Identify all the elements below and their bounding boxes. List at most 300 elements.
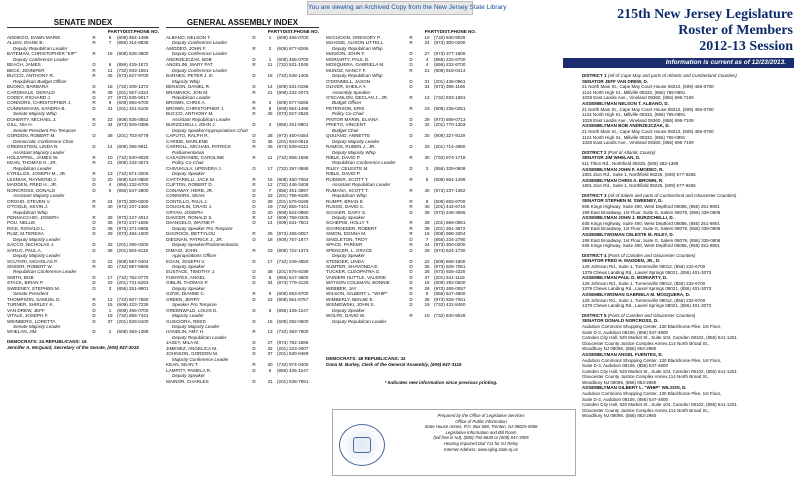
member-title: Senate Majority Leader [13,324,61,330]
member-name: RUDDER, SCOTT T. [326,176,369,182]
member-district: 22 [424,258,430,264]
legislator-name: ASSEMBLYMAN BOB ANDRZEJCZAK, D. [582,123,670,129]
member-phone: (732) 855-7441 [117,313,149,319]
member-phone: (973) 249-3665 [434,209,466,215]
member-district: 8 [268,105,272,111]
member-district: 4 [425,62,429,68]
member-phone: (973) 227-4012 [117,214,149,220]
member-district: 35 [107,220,113,226]
legislator-address: 1124 North High St., Millville 08332, (856) 765-0891 [582,134,686,140]
member-title: Deputy Conference Leader [13,56,69,62]
member-phone: (908) 722-1373 [277,247,309,253]
member-party: D [252,187,256,193]
member-title: Republican Leader [172,94,211,100]
member-title: Deputy Republican Leader [332,318,387,324]
title-line-1: 215th New Jersey Legislature [617,7,793,22]
member-name: BUCCO, ANTHONY M. [166,111,214,117]
legislator-name: ASSEMBLYWOMAN GABRIELA M. MOSQUERA, D. [582,291,691,297]
legislator-address: 935 Kings Highway, Suite 400, West Deptford 08086, (856) 251-9801 [582,243,720,249]
member-name: CIATTARELLI, JACK M. [166,176,216,182]
district-description: (Parts of Camden and Gloucester Counties) [607,312,696,318]
member-name: FUENTES, ANGEL [166,274,206,280]
member-party: R [252,247,256,253]
legislator-address: Gloucester County Justice Complex Annex,114 North Broad St., [582,407,710,413]
member-phone: (973) 395-1166 [434,84,466,90]
legislator-address: 511 Tilton Rd., Northfield 08225, (609) 383-1388 [582,160,679,166]
member-party: R [252,100,256,106]
assembly-footer [326,356,556,367]
member-phone: (201) 943-0615 [277,138,309,144]
member-phone: (908) 587-0404 [117,258,149,264]
member-party: D [409,165,413,171]
member-name: CONNORS, SEAN [166,193,205,199]
member-district: 31 [424,78,430,84]
member-name: CONAWAY, HERB, JR. [166,187,214,193]
member-district: 14 [107,144,113,150]
member-phone: (908) 757-1677 [277,236,309,242]
member-district: 5 [108,187,112,193]
member-phone: (201) 804-8118 [117,247,149,253]
member-party: D [92,274,96,280]
member-district: 35 [424,264,430,270]
member-district: 34 [267,280,273,286]
legislator-address: 1379 Chews Landing Rd., Laurel Springs 08021, (856) 401-3073 [582,269,712,275]
member-phone: (609) 323-7239 [117,302,149,308]
member-party: D [252,133,256,139]
member-party: R [92,100,96,106]
member-district: 9 [425,198,429,204]
member-name: BURZICHELLI, JOHN J. [166,122,216,128]
member-phone: (201) 576-9199 [277,269,309,275]
member-name: TURNER, SHIRLEY K. [7,302,54,308]
member-district: 3 [268,122,272,128]
member-district: 36 [424,209,430,215]
member-party: R [92,296,96,302]
member-party: D [92,231,96,237]
member-party: D [252,138,256,144]
member-name: SCHROEDER, ROBERT [326,225,377,231]
legislator-address: 1028 East Landis Ave., Vineland 08360, (856) 696-7109 [582,95,694,101]
member-title: Senate President [13,291,49,297]
member-name: DeANGELO, WAYNE P. [166,220,215,226]
member-title: Deputy Republican Whip [332,73,383,79]
member-title: Deputy Conference Leader [172,40,228,46]
member-district: 25 [267,111,273,117]
info-current-bar: Information is current as of 12/23/2013. [563,58,794,68]
member-name: EGAN, JOSEPH V. [166,258,206,264]
member-district: 7 [425,236,429,242]
member-phone: (856) 429-1572 [117,62,149,68]
member-party: D [252,367,256,373]
district-description: (Parts of Camden and Gloucester Counties) [607,252,696,258]
member-phone: (609) 383-1388 [117,329,149,335]
member-district: 13 [424,94,430,100]
member-party: R [92,214,96,220]
member-district: 36 [107,247,113,253]
member-phone: (973) 300-0200 [117,198,149,204]
member-district: 23 [424,105,430,111]
member-phone: (609) 465-0700 [117,307,149,313]
member-phone: (201) 721-5263 [117,280,149,286]
member-party: R [409,204,413,210]
member-phone: (908) 561-5757 [277,296,309,302]
member-title: Deputy Speaker [332,253,365,259]
member-district: 39 [424,220,430,226]
member-phone: (908) 232-3673 [117,160,149,166]
member-party: D [409,122,413,128]
member-party: D [409,274,413,280]
member-row [7,329,159,334]
member-name: GILL, NIA H. [7,122,33,128]
member-phone: (732) 531-1045 [277,62,309,68]
member-district: 9 [108,100,112,106]
member-district: 4 [425,56,429,62]
member-district: 20 [267,209,273,215]
member-name: BROWN, CHRIS A. [166,100,206,106]
member-phone: (609) 654-1498 [117,35,149,40]
member-district: 16 [107,51,113,57]
member-district: 12 [267,182,273,188]
member-phone: (856) 435-1247 [277,367,309,373]
legislator-address: 21 North Main St., Cape May Court House 08210, (609) 465-0700 [582,84,714,90]
member-party: D [252,193,256,199]
member-party: R [252,176,256,182]
member-district: 21 [107,160,113,166]
member-district: 23 [267,247,273,253]
member-name: DANCER, RONALD S. [166,214,213,220]
member-name: ALLEN, DIANE B. [7,40,44,46]
member-phone: (856) 547-4800 [434,291,466,297]
member-party: D [409,78,413,84]
member-phone: (973) 624-1730 [434,247,466,253]
member-party: R [409,242,413,248]
member-party: D [252,73,256,79]
member-district: 29 [107,231,113,237]
member-party: D [252,318,256,324]
member-party: D [409,280,413,286]
member-name: JASEY, MILA M. [166,340,200,346]
archive-banner[interactable]: You are viewing an Archived Copy from the New Jersey State Library [307,1,473,15]
legislator-address: 129 Johnson Rd., Suite 1, Turnersville 08012, (856) 232-6700 [582,280,706,286]
roster-title [563,7,793,55]
legislator-name: ASSEMBLYMAN NELSON T. ALBANO, D. [582,100,669,106]
member-title: Assistant Majority Leader [13,149,65,155]
member-title: Policy Co-Chair [172,160,204,166]
member-phone: (201) 770-1303 [434,122,466,128]
member-party: R [409,35,413,40]
assembly-index-continued [326,18,476,324]
member-district: 28 [424,269,430,275]
member-phone: (908) 968-3304 [434,231,466,237]
member-district: 10 [424,35,430,40]
member-party: D [92,313,96,319]
member-name: CLIFTON, ROBERT D. [166,182,213,188]
member-district: 34 [424,84,430,90]
member-district: 32 [107,242,113,248]
member-district: 9 [268,291,272,297]
legislator-address: Audubon Commons Shopping Center, 130 Blackhorse Pike, 1st Floor, [582,391,722,397]
member-party: R [252,111,256,117]
member-district: 21 [424,67,430,73]
member-party: R [92,73,96,79]
member-phone: (201) 223-4007 [277,345,309,351]
district-number: DISTRICT 1 [582,73,607,78]
member-district: 13 [107,171,113,177]
member-district: 31 [267,378,273,384]
member-party: R [92,171,96,177]
member-name: DIMAIO, JOHN [166,247,198,253]
member-phone: (732) 548-1406 [277,73,309,79]
legislator-address: 129 Johnson Rd., Suite 1, Turnersville 08012, (856) 232-6700 [582,297,706,303]
member-district: 20 [107,176,113,182]
senate-rows [7,35,159,335]
member-title: Assembly Speaker [332,89,371,95]
member-title: Budget Chair [332,127,359,133]
member-district: 12 [267,214,273,220]
member-party: D [252,280,256,286]
member-name: GIBLIN, THOMAS P. [166,280,209,286]
member-name: WIMBERLY, BENJIE E. [326,296,374,302]
member-party: R [252,291,256,297]
member-party: R [92,51,96,57]
member-district: 38 [267,198,273,204]
member-title: Senate Majority Whip [13,111,57,117]
member-name: CHIVUKULA, UPENDRA J. [166,165,222,171]
legislator-address: 935 Kings Highway, Suite 400, West Deptford 08086, (856) 251-9801 [582,220,720,226]
member-party: D [252,165,256,171]
member-name: CARROLL, MICHAEL PATRICK [166,144,232,150]
member-party: R [92,67,96,73]
member-title: Deputy Conference Leader [172,51,228,57]
member-district: 3 [108,285,112,291]
member-phone: (856) 314-8835 [117,40,149,46]
member-title: Assistant Majority Leader [13,193,65,199]
member-district: 2 [108,329,112,335]
member-phone: (973) 450-0484 [277,133,309,139]
member-phone: (908) 835-0552 [117,116,149,122]
member-title: Deputy Speaker Pro Tempore [172,225,233,231]
member-name: WILSON, GILBERT L. "WHIP" [326,291,388,297]
member-phone: (908) 232-2073 [277,89,309,95]
member-name: RIBLE, DAVID P. [326,154,361,160]
member-title: Speaker Pro Tempore [172,302,217,308]
member-name: CONNORS, CHRISTOPHER J. [7,100,72,106]
member-party: R [409,285,413,291]
member-phone: (201) 795-9190 [277,193,309,199]
member-phone: (732) 671-3206 [117,171,149,177]
district-description: (All of Cape May and parts of Atlantic and Cumberland Counties) [607,73,737,78]
member-party: R [409,94,413,100]
member-name: GUSCIORA, REED [166,318,206,324]
member-title: Appropriations Officer [172,253,217,259]
member-district: 30 [107,264,113,270]
member-district: 22 [107,258,113,264]
member-name: THOMPSON, SAMUEL D. [7,296,61,302]
member-name: BATEMAN, CHRISTOPHER "KIP" [7,51,77,57]
legislator-name: SENATOR STEPHEN M. SWEENEY, D. [582,198,663,204]
member-name: SCHAER, GARY S. [326,209,367,215]
member-phone: (732) 933-1591 [434,94,466,100]
member-phone: (732) 607-7580 [117,296,149,302]
legislator-name: SENATOR DONALD NORCROSS, D. [582,318,659,324]
member-phone: (201) 451-5100 [117,105,149,111]
member-name: VAINIERI HUTTLE, VALERIE [326,274,387,280]
member-party: D [409,84,413,90]
member-party: D [252,274,256,280]
member-title: Assistant Republican Leader [172,116,231,122]
assembly-clerk: Dana M. Burley, Clerk of the General Assembly, (609) 847-3115 [326,361,462,367]
member-party: R [252,105,256,111]
legislator-address: 21 North Main St., Cape May Court House 08210, (609) 465-0700 [582,128,714,134]
member-party: R [92,89,96,95]
member-party: R [409,313,413,319]
member-party: R [92,35,96,40]
member-phone: (973) 265-0057 [434,285,466,291]
member-district: 25 [107,73,113,79]
member-district: 27 [424,51,430,57]
legislator-address: 1801 Zion Rd., Suite 1, Northfield 08225, (609) 677-8266 [582,172,696,178]
member-name: EUSTACE, TIMOTHY J. [166,269,216,275]
member-party: D [409,296,413,302]
member-district: 26 [267,231,273,237]
member-district: 5 [425,291,429,297]
member-district: 2 [268,45,272,51]
member-phone: (973) 925-7061 [434,264,466,270]
member-phone: (201) 444-9719 [434,204,466,210]
member-name: RAMOS, RUBEN J., JR. [326,144,376,150]
member-district: 18 [107,84,113,90]
member-phone: (201) 536-7851 [277,378,309,384]
member-district: 24 [424,242,430,248]
district-number: DISTRICT 5 [582,312,607,318]
member-party: D [409,302,413,308]
member-phone: (732) 383-7800 [277,329,309,335]
member-phone: (856) 547-4800 [117,187,149,193]
member-party: D [252,340,256,346]
member-party: D [92,122,96,128]
member-party: R [409,198,413,204]
member-name: RICE, RONALD L. [7,225,45,231]
member-phone: (973) 371-5665 [117,225,149,231]
member-phone: (201) 928-0100 [117,318,149,324]
member-district: 40 [107,204,113,210]
member-district: 1 [268,35,272,40]
member-party: D [252,204,256,210]
member-district: 28 [267,133,273,139]
assembly-index-title: GENERAL ASSEMBLY INDEX [166,18,319,28]
member-party: D [92,285,96,291]
phone-header: PHONE NO. [450,29,476,34]
senate-index [7,18,159,350]
legislator-address: Woodbury NJ 08096, (856) 853-2960 [582,346,657,352]
member-party: R [409,231,413,237]
member-name: SINGLETON, TROY [326,236,368,242]
member-party: R [252,362,256,368]
legislator-address: 1028 East Landis Ave., Vineland 08360, (856) 696-7109 [582,117,694,123]
member-name: ALBANO, NELSON T. [166,35,211,40]
member-phone: (973) 762-1886 [277,340,309,346]
member-name: VITALE, JOSEPH F. [7,313,49,319]
legislator-address: Suite D-3, Audubon 08106, (856) 547-4800 [582,329,669,335]
party-header: PARTY [107,29,123,34]
member-title: Deputy Speaker [172,264,205,270]
member-district: 15 [424,280,430,286]
member-phone: (973) 237-1360 [117,204,149,210]
member-phone: (908) 918-0414 [434,67,466,73]
member-party: D [252,351,256,357]
member-phone: (609) 631-0198 [277,84,309,90]
member-name: PRIETO, VINCENT [326,122,366,128]
member-district: 14 [267,84,273,90]
member-name: CUNNINGHAM, SANDRA B. [7,105,66,111]
member-party: D [409,133,413,139]
member-phone: (856) 251-9801 [117,285,149,291]
member-party: D [252,84,256,90]
member-district: 14 [267,220,273,226]
member-phone: (732) 432-8460 [434,302,466,308]
legislator-address: Gloucester County Justice Complex Annex,114 North Broad St., [582,374,710,380]
member-phone: (201) 567-2324 [117,89,149,95]
member-title: Deputy Speaker/Parliamentarian [172,242,239,248]
member-district: 7 [108,40,112,46]
member-name: SWEENEY, STEPHEN M. [7,285,61,291]
member-name: RUIZ, M.TERESA [7,231,44,237]
member-party: D [92,247,96,253]
member-party: R [409,67,413,73]
member-phone: (973) 535-5017 [117,94,149,100]
ols-seal-icon [339,424,385,466]
district-number: DISTRICT 2 [582,149,607,155]
member-district: 8 [425,176,429,182]
member-name: MAINOR, CHARLES [166,378,209,384]
member-district: 11 [267,62,273,68]
member-party: R [252,214,256,220]
member-party: D [92,144,96,150]
member-party: R [252,329,256,335]
legislator-address: 21 North Main St., Cape May Court House 08210, (609) 465-0700 [582,106,714,112]
member-district: 35 [424,296,430,302]
member-name: STACK, BRIAN P. [7,280,44,286]
member-name: RUSSO, DAVID C. [326,204,365,210]
member-party: R [409,225,413,231]
member-name: MOSQUERA, GABRIELA M. [326,62,385,68]
assembly-index [166,18,319,384]
member-district: 17 [267,165,273,171]
member-party: R [252,154,256,160]
member-title: Majority Leader [172,313,204,319]
member-title: Deputy Republican Leader [13,45,68,51]
member-name: STENDER, LINDA [326,258,365,264]
assembly-rows-b [326,35,476,324]
district-listing [582,73,794,423]
member-phone: (201) 703-9779 [117,133,149,139]
member-name: MADDEN, FRED H., JR. [7,182,58,188]
legislator-address: 199 East Broadway, 1st Floor, Suite G, Salem 08079, (856) 339-0808 [582,237,721,243]
member-district: 2 [268,100,272,106]
member-name: O'DONNELL, JASON [326,78,371,84]
member-party: D [252,209,256,215]
member-party: R [409,40,413,46]
member-party: D [252,56,256,62]
member-title: Deputy Majority Whip [332,149,376,155]
member-party: R [409,187,413,193]
member-name: SPACE, PARKER [326,242,363,248]
member-party: D [252,236,256,242]
member-phone: (908) 327-9119 [434,133,466,139]
member-phone: (908) 450-7064 [277,176,309,182]
member-name: WHELAN, JIM [7,329,37,335]
legislator-name: ASSEMBLYMAN GILBERT L. "WHIP" WILSON, D. [582,385,687,391]
